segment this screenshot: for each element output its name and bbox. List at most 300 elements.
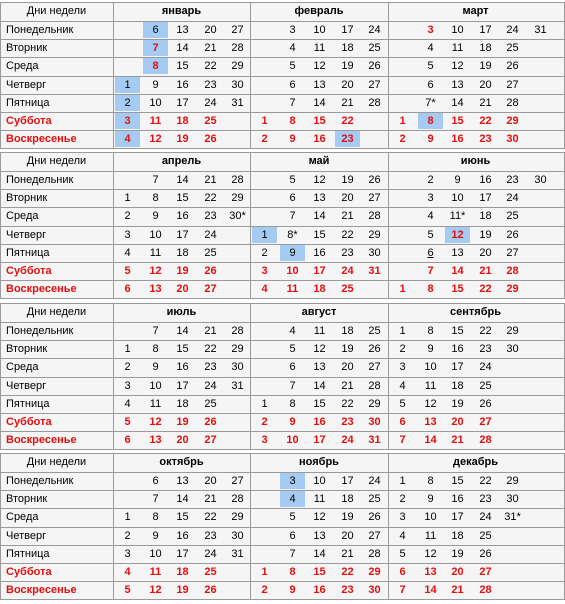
day-cell: 8 xyxy=(152,343,159,355)
day-cell: 2 xyxy=(427,174,434,186)
day-cell: 2 xyxy=(124,361,131,373)
day-cell: 26 xyxy=(368,511,381,523)
day-cell: 1 xyxy=(124,343,131,355)
day-cell: 27 xyxy=(506,247,519,259)
day-cell: 11 xyxy=(313,325,326,337)
day-cell: 7 xyxy=(289,380,296,392)
weekday-label: Среда xyxy=(6,60,39,72)
day-cell: 2 xyxy=(261,247,268,259)
day-cell: 15 xyxy=(451,283,464,295)
day-cell: 24 xyxy=(341,434,354,446)
day-cell: 28 xyxy=(231,174,244,186)
day-cell: 30 xyxy=(231,530,244,542)
day-cell: 28 xyxy=(231,42,244,54)
day-cell: 14 xyxy=(176,174,189,186)
day-cell: 26 xyxy=(204,265,217,277)
month-name: март xyxy=(462,5,489,17)
day-cell: 5 xyxy=(124,584,131,596)
day-cell: 26 xyxy=(479,548,492,560)
day-cell: 15 xyxy=(313,115,326,127)
weekday-label: Пятница xyxy=(6,548,50,560)
day-cell: 3 xyxy=(124,548,131,560)
weekday-label: Четверг xyxy=(6,530,47,542)
day-cell: 27 xyxy=(368,79,381,91)
day-cell: 4 xyxy=(289,325,296,337)
day-cell: 3 xyxy=(427,192,434,204)
day-cell: 27 xyxy=(231,24,244,36)
day-cell: 22 xyxy=(479,283,492,295)
day-cell: 13 xyxy=(176,475,189,487)
day-cell: 10 xyxy=(149,548,162,560)
day-cell: 22 xyxy=(204,192,217,204)
month-name: январь xyxy=(161,5,202,17)
weekday-label: Среда xyxy=(6,361,39,373)
day-cell: 20 xyxy=(451,566,464,578)
day-cell: 25 xyxy=(204,566,217,578)
day-cell: 29 xyxy=(506,475,519,487)
day-cell: 31 xyxy=(231,380,244,392)
day-cell: 1 xyxy=(261,398,268,410)
row-divider xyxy=(0,449,565,450)
day-cell: 4 xyxy=(399,380,406,392)
day-cell: 2 xyxy=(399,493,406,505)
month-name: октябрь xyxy=(159,456,204,468)
day-cell: 14 xyxy=(424,434,437,446)
days-header: Дни недели xyxy=(26,456,87,468)
day-cell: 21 xyxy=(341,380,354,392)
weekday-label: Суббота xyxy=(6,115,52,127)
month-name: июнь xyxy=(460,155,491,167)
day-cell: 19 xyxy=(451,548,464,560)
day-cell: 16 xyxy=(176,79,189,91)
column-divider xyxy=(113,303,114,449)
day-cell: 9 xyxy=(427,493,434,505)
day-cell: 18 xyxy=(176,566,189,578)
day-cell: 10 xyxy=(424,361,437,373)
day-cell: 13 xyxy=(424,416,437,428)
day-cell: 28 xyxy=(368,97,381,109)
day-cell: 24 xyxy=(479,361,492,373)
day-cell: 19 xyxy=(479,60,492,72)
day-cell: 13 xyxy=(313,192,326,204)
day-cell: 4 xyxy=(124,566,131,578)
weekday-label: Воскресенье xyxy=(6,283,77,295)
day-cell: 21 xyxy=(204,174,217,186)
day-cell: 24 xyxy=(368,24,381,36)
day-cell: 19 xyxy=(176,584,189,596)
day-cell: 8* xyxy=(287,229,298,241)
day-cell: 13 xyxy=(176,24,189,36)
day-cell: 11 xyxy=(451,42,464,54)
day-cell: 30 xyxy=(506,343,519,355)
day-cell: 9 xyxy=(289,416,296,428)
day-cell: 16 xyxy=(479,174,492,186)
day-cell: 10 xyxy=(451,192,464,204)
day-cell: 22 xyxy=(204,343,217,355)
day-cell: 25 xyxy=(204,398,217,410)
day-cell: 25 xyxy=(368,42,381,54)
day-cell: 22 xyxy=(341,229,354,241)
day-cell: 11 xyxy=(313,42,326,54)
day-cell: 20 xyxy=(479,79,492,91)
days-header: Дни недели xyxy=(26,155,87,167)
row-divider xyxy=(0,298,565,299)
day-cell: 7 xyxy=(152,174,159,186)
day-cell: 19 xyxy=(341,511,354,523)
day-cell: 1 xyxy=(124,192,131,204)
day-cell: 23 xyxy=(204,361,217,373)
column-divider xyxy=(113,453,114,599)
day-cell: 30 xyxy=(506,493,519,505)
day-cell: 16 xyxy=(176,361,189,373)
day-cell: 29 xyxy=(368,566,381,578)
day-cell: 5 xyxy=(399,548,406,560)
day-cell: 18 xyxy=(341,325,354,337)
day-cell: 2 xyxy=(124,530,131,542)
day-cell: 25 xyxy=(506,42,519,54)
day-cell: 24 xyxy=(204,548,217,560)
day-cell: 9 xyxy=(152,530,159,542)
day-cell: 16 xyxy=(176,530,189,542)
day-cell: 10 xyxy=(424,511,437,523)
day-cell: 26 xyxy=(204,133,217,145)
day-cell: 14 xyxy=(176,493,189,505)
day-cell: 12 xyxy=(313,343,326,355)
day-cell: 22 xyxy=(204,511,217,523)
day-cell: 25 xyxy=(341,283,354,295)
day-cell: 13 xyxy=(313,361,326,373)
day-cell: 29 xyxy=(506,115,519,127)
day-cell: 2 xyxy=(115,95,140,111)
day-cell: 26 xyxy=(368,60,381,72)
day-cell: 17 xyxy=(341,475,354,487)
day-cell: 21 xyxy=(341,210,354,222)
day-cell: 1 xyxy=(261,566,268,578)
day-cell: 12 xyxy=(445,227,470,243)
day-cell: 16 xyxy=(176,210,189,222)
weekday-label: Четверг xyxy=(6,229,47,241)
day-cell: 30 xyxy=(231,361,244,373)
day-cell: 30 xyxy=(368,247,381,259)
day-cell: 24 xyxy=(368,475,381,487)
day-cell: 18 xyxy=(451,380,464,392)
day-cell: 12 xyxy=(313,60,326,72)
month-name: апрель xyxy=(161,155,202,167)
day-cell: 23 xyxy=(506,174,519,186)
month-name: май xyxy=(308,155,330,167)
day-cell: 5 xyxy=(399,398,406,410)
day-cell: 14 xyxy=(176,325,189,337)
day-cell: 30 xyxy=(368,416,381,428)
day-cell: 5 xyxy=(289,60,296,72)
day-cell: 6 xyxy=(399,416,406,428)
weekday-label: Понедельник xyxy=(6,174,74,186)
day-cell: 19 xyxy=(451,398,464,410)
days-header: Дни недели xyxy=(26,306,87,318)
day-cell: 1 xyxy=(115,77,140,93)
day-cell: 1 xyxy=(399,475,406,487)
day-cell: 14 xyxy=(313,548,326,560)
day-cell: 31 xyxy=(534,24,547,36)
day-cell: 8 xyxy=(427,325,434,337)
day-cell: 9 xyxy=(427,133,434,145)
day-cell: 26 xyxy=(204,416,217,428)
day-cell: 24 xyxy=(204,229,217,241)
column-divider xyxy=(250,2,251,148)
day-cell: 27 xyxy=(506,79,519,91)
day-cell: 2 xyxy=(399,343,406,355)
weekday-label: Суббота xyxy=(6,566,52,578)
day-cell: 23 xyxy=(341,247,354,259)
day-cell: 16 xyxy=(313,133,326,145)
day-cell: 23 xyxy=(341,584,354,596)
day-cell: 20 xyxy=(176,434,189,446)
day-cell: 5 xyxy=(289,343,296,355)
month-name: июль xyxy=(166,306,197,318)
day-cell: 30 xyxy=(506,133,519,145)
day-cell: 28 xyxy=(479,434,492,446)
day-cell: 16 xyxy=(313,416,326,428)
day-cell: 26 xyxy=(368,343,381,355)
day-cell: 17 xyxy=(451,361,464,373)
day-cell: 3 xyxy=(280,473,305,489)
day-cell: 21 xyxy=(341,548,354,560)
day-cell: 15 xyxy=(176,192,189,204)
day-cell: 7 xyxy=(152,493,159,505)
day-cell: 8 xyxy=(289,115,296,127)
day-cell: 13 xyxy=(313,530,326,542)
day-cell: 3 xyxy=(124,229,131,241)
day-cell: 11 xyxy=(149,247,162,259)
day-cell: 24 xyxy=(341,265,354,277)
day-cell: 15 xyxy=(313,229,326,241)
day-cell: 5 xyxy=(289,174,296,186)
day-cell: 28 xyxy=(506,265,519,277)
day-cell: 25 xyxy=(204,247,217,259)
weekday-label: Воскресенье xyxy=(6,133,77,145)
day-cell: 29 xyxy=(231,60,244,72)
day-cell: 7 xyxy=(289,548,296,560)
month-name: ноябрь xyxy=(299,456,339,468)
day-cell: 13 xyxy=(451,79,464,91)
day-cell: 15 xyxy=(176,511,189,523)
day-cell: 20 xyxy=(479,247,492,259)
day-cell: 10 xyxy=(313,475,326,487)
day-cell: 31 xyxy=(368,434,381,446)
day-cell: 2 xyxy=(261,416,268,428)
day-cell: 14 xyxy=(451,265,464,277)
day-cell: 15 xyxy=(451,475,464,487)
day-cell: 13 xyxy=(149,283,162,295)
day-cell: 27 xyxy=(204,434,217,446)
day-cell: 14 xyxy=(313,210,326,222)
day-cell: 23 xyxy=(204,530,217,542)
day-cell: 3 xyxy=(124,380,131,392)
day-cell: 21 xyxy=(204,42,217,54)
day-cell: 12 xyxy=(313,511,326,523)
column-divider xyxy=(250,152,251,298)
day-cell: 12 xyxy=(149,416,162,428)
day-cell: 25 xyxy=(479,530,492,542)
column-divider xyxy=(388,2,389,148)
day-cell: 11 xyxy=(424,530,437,542)
day-cell: 8 xyxy=(289,566,296,578)
day-cell: 12 xyxy=(149,584,162,596)
day-cell: 27 xyxy=(368,361,381,373)
day-cell: 26 xyxy=(479,398,492,410)
day-cell: 28 xyxy=(231,493,244,505)
day-cell: 1 xyxy=(399,115,406,127)
day-cell: 11 xyxy=(313,493,326,505)
day-cell: 4 xyxy=(399,530,406,542)
day-cell: 21 xyxy=(479,97,492,109)
day-cell: 24 xyxy=(204,380,217,392)
day-cell: 25 xyxy=(506,210,519,222)
day-cell: 28 xyxy=(479,584,492,596)
day-cell: 2 xyxy=(124,210,131,222)
day-cell: 20 xyxy=(204,24,217,36)
day-cell: 15 xyxy=(176,60,189,72)
day-cell: 18 xyxy=(313,283,326,295)
day-cell: 19 xyxy=(176,133,189,145)
day-cell: 1 xyxy=(261,115,268,127)
day-cell: 7 xyxy=(399,434,406,446)
day-cell: 30 xyxy=(368,584,381,596)
weekday-label: Понедельник xyxy=(6,24,74,36)
column-divider xyxy=(388,303,389,449)
day-cell: 21 xyxy=(204,325,217,337)
day-cell: 18 xyxy=(176,247,189,259)
day-cell: 29 xyxy=(368,398,381,410)
day-cell: 29 xyxy=(231,343,244,355)
day-cell: 7 xyxy=(152,325,159,337)
day-cell: 6 xyxy=(289,192,296,204)
day-cell: 10 xyxy=(286,265,299,277)
day-cell: 17 xyxy=(176,97,189,109)
day-cell: 6 xyxy=(124,434,131,446)
day-cell: 7 xyxy=(143,40,168,56)
day-cell: 18 xyxy=(176,398,189,410)
day-cell: 22 xyxy=(479,115,492,127)
day-cell: 23 xyxy=(341,416,354,428)
day-cell: 8 xyxy=(289,398,296,410)
day-cell: 8 xyxy=(418,113,443,129)
day-cell: 3 xyxy=(115,113,140,129)
day-cell: 4 xyxy=(280,491,305,507)
day-cell: 3 xyxy=(261,265,268,277)
day-cell: 24 xyxy=(506,192,519,204)
weekday-label: Суббота xyxy=(6,265,52,277)
day-cell: 31 xyxy=(368,265,381,277)
day-cell: 8 xyxy=(152,511,159,523)
day-cell: 14 xyxy=(313,97,326,109)
day-cell: 1 xyxy=(399,325,406,337)
day-cell: 6 xyxy=(289,361,296,373)
day-cell: 3 xyxy=(399,361,406,373)
day-cell: 17 xyxy=(341,24,354,36)
day-cell: 25 xyxy=(479,380,492,392)
day-cell: 19 xyxy=(176,416,189,428)
day-cell: 27 xyxy=(368,530,381,542)
day-cell: 13 xyxy=(451,247,464,259)
day-cell: 9 xyxy=(454,174,461,186)
day-cell: 4 xyxy=(124,247,131,259)
day-cell: 24 xyxy=(506,24,519,36)
day-cell: 4 xyxy=(427,210,434,222)
day-cell: 2 xyxy=(261,133,268,145)
day-cell: 7 xyxy=(289,210,296,222)
day-cell: 16 xyxy=(451,133,464,145)
day-cell: 11 xyxy=(149,398,162,410)
day-cell: 19 xyxy=(479,229,492,241)
day-cell: 23 xyxy=(479,133,492,145)
weekday-label: Вторник xyxy=(6,343,48,355)
day-cell: 19 xyxy=(341,174,354,186)
row-divider xyxy=(0,148,565,149)
day-cell: 8 xyxy=(427,475,434,487)
day-cell: 29 xyxy=(506,325,519,337)
day-cell: 21 xyxy=(204,493,217,505)
day-cell: 24 xyxy=(204,97,217,109)
column-divider xyxy=(113,2,114,148)
day-cell: 16 xyxy=(451,493,464,505)
day-cell: 12 xyxy=(424,398,437,410)
weekday-label: Вторник xyxy=(6,493,48,505)
day-cell: 1 xyxy=(399,283,406,295)
day-cell: 3 xyxy=(261,434,268,446)
weekday-label: Понедельник xyxy=(6,475,74,487)
day-cell: 27 xyxy=(368,192,381,204)
day-cell: 6 xyxy=(289,530,296,542)
day-cell: 17 xyxy=(313,434,326,446)
column-divider xyxy=(388,152,389,298)
day-cell: 23 xyxy=(479,493,492,505)
day-cell: 3 xyxy=(289,24,296,36)
day-cell: 14 xyxy=(313,380,326,392)
day-cell: 23 xyxy=(204,210,217,222)
day-cell: 6 xyxy=(152,475,159,487)
day-cell: 18 xyxy=(451,530,464,542)
day-cell: 22 xyxy=(204,60,217,72)
day-cell: 15 xyxy=(176,343,189,355)
day-cell: 5 xyxy=(427,229,434,241)
day-cell: 21 xyxy=(451,584,464,596)
day-cell: 3 xyxy=(427,24,434,36)
day-cell: 5 xyxy=(427,60,434,72)
day-cell: 7* xyxy=(425,97,436,109)
day-cell: 23 xyxy=(479,343,492,355)
weekday-label: Суббота xyxy=(6,416,52,428)
day-cell: 9 xyxy=(152,210,159,222)
day-cell: 4 xyxy=(115,131,140,147)
day-cell: 6 xyxy=(143,22,168,38)
day-cell: 29 xyxy=(368,229,381,241)
day-cell: 9 xyxy=(427,343,434,355)
day-cell: 8 xyxy=(427,283,434,295)
day-cell: 5 xyxy=(124,416,131,428)
day-cell: 4 xyxy=(289,42,296,54)
day-cell: 10 xyxy=(286,434,299,446)
day-cell: 4 xyxy=(261,283,268,295)
day-cell: 20 xyxy=(341,530,354,542)
day-cell: 13 xyxy=(149,434,162,446)
day-cell: 17 xyxy=(176,229,189,241)
day-cell: 20 xyxy=(176,283,189,295)
day-cell: 20 xyxy=(341,361,354,373)
month-name: февраль xyxy=(294,5,344,17)
day-cell: 7 xyxy=(399,584,406,596)
month-name: сентябрь xyxy=(450,306,501,318)
